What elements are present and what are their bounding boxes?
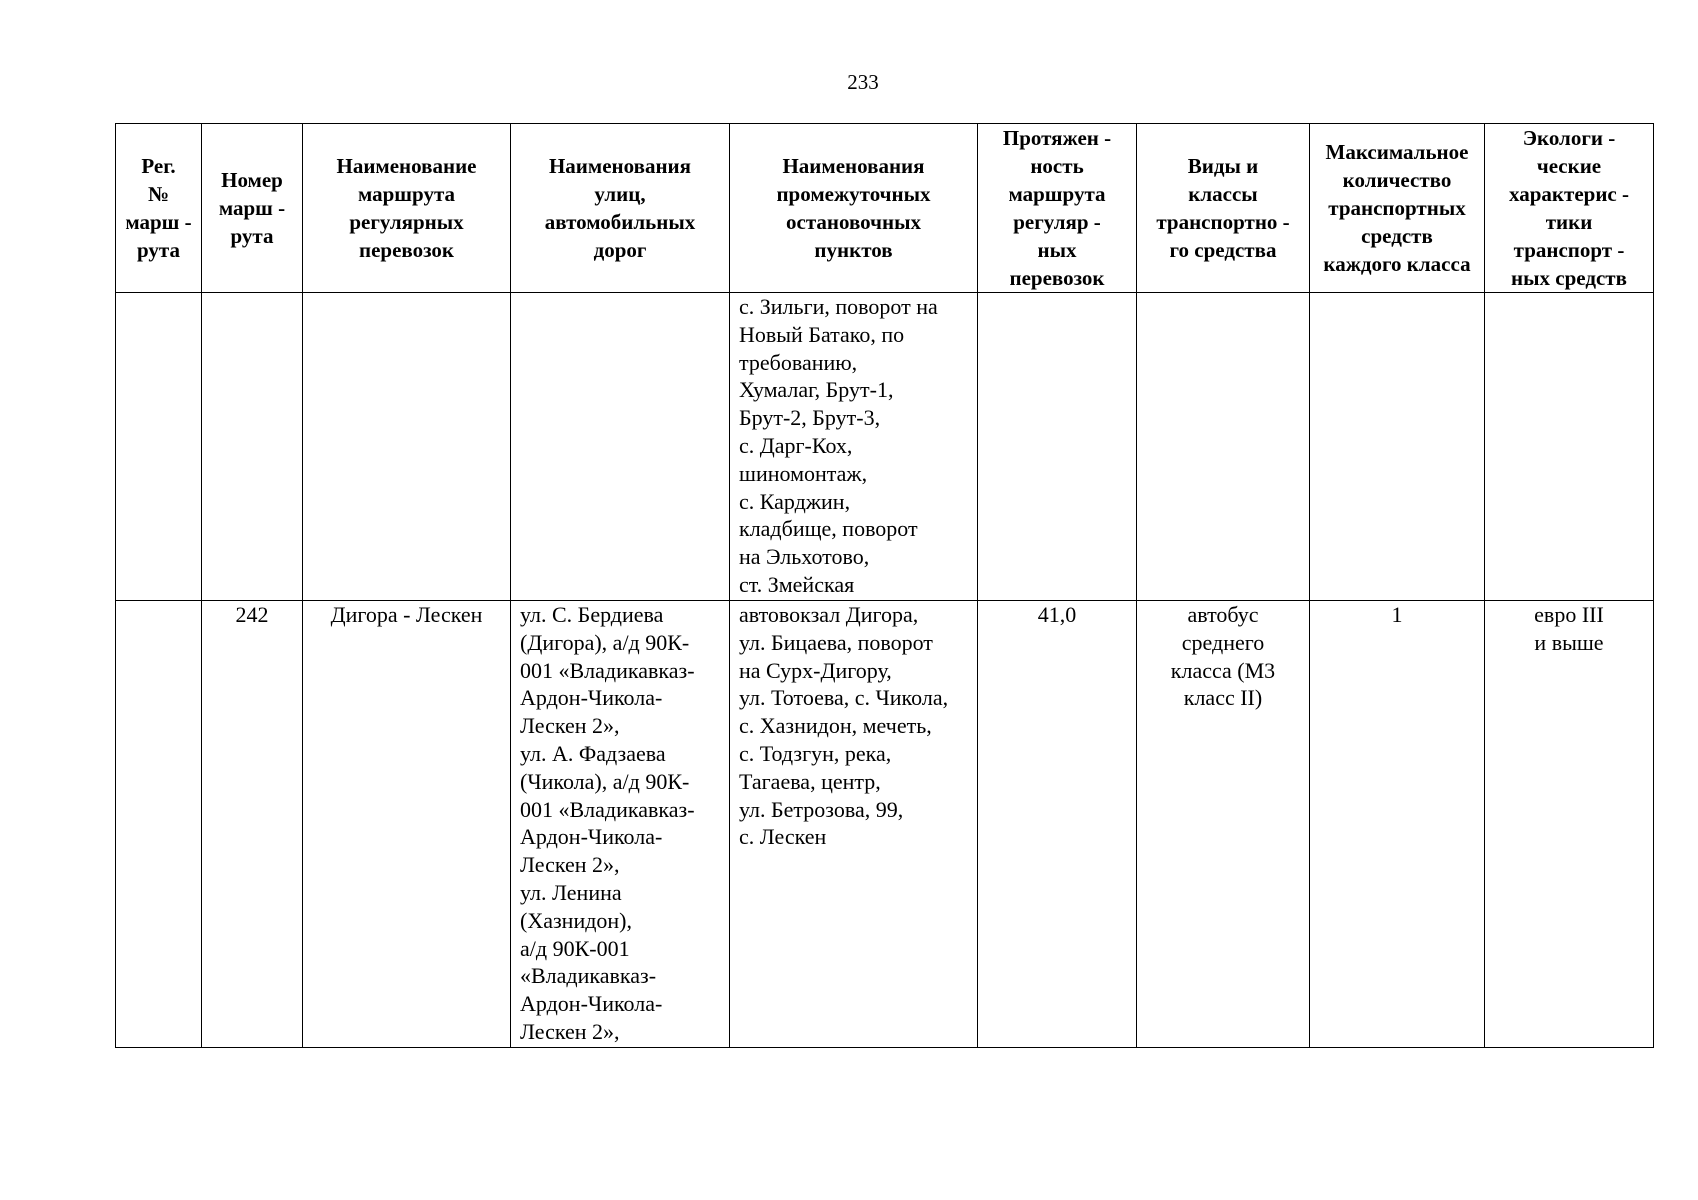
cell-max-vehicles xyxy=(1310,293,1485,601)
header-route-length: Протяжен - ность маршрута регуляр - ных перевозок xyxy=(978,124,1137,293)
cell-reg-number xyxy=(116,601,202,1048)
cell-vehicle-class xyxy=(1137,293,1310,601)
cell-reg-number xyxy=(116,293,202,601)
cell-stops: автовокзал Дигора, ул. Бицаева, поворот на Сурх-Дигору, ул. Тотоева, с. Чикола, с. Хазнидон, мечеть, с. Тодзгун, река, Тагаева, центр, ул. Бетрозова, 99, с. Лескен xyxy=(730,601,978,1048)
cell-route-number: 242 xyxy=(202,601,303,1048)
cell-route-number xyxy=(202,293,303,601)
table-header-row xyxy=(116,124,1654,293)
table-row xyxy=(116,601,1654,1048)
cell-vehicle-class: автобус среднего класса (М3 класс II) xyxy=(1137,601,1310,1048)
cell-eco-characteristics: евро III и выше xyxy=(1485,601,1654,1048)
cell-max-vehicles: 1 xyxy=(1310,601,1485,1048)
header-eco-characteristics: Экологи - ческие характерис - тики транспорт - ных средств xyxy=(1485,124,1654,293)
cell-stops: с. Зильги, поворот на Новый Батако, по требованию, Хумалаг, Брут-1, Брут-2, Брут-3, с. Дарг-Кох, шиномонтаж, с. Карджин, кладбище, поворот на Эльхотово, ст. Змейская xyxy=(730,293,978,601)
cell-route-length: 41,0 xyxy=(978,601,1137,1048)
cell-route-length xyxy=(978,293,1137,601)
cell-eco-characteristics xyxy=(1485,293,1654,601)
page-number: 233 xyxy=(847,70,879,94)
cell-streets: ул. С. Бердиева (Дигора), а/д 90К- 001 «Владикавказ- Ардон-Чикола- Лескен 2», ул. А. Фадзаева (Чикола), а/д 90К- 001 «Владикавказ- Ардон-Чикола- Лескен 2», ул. Ленина (Хазнидон), а/д 90К-001 «Владикавказ- Ардон-Чикола- Лескен 2», xyxy=(511,601,730,1048)
cell-route-name xyxy=(303,293,511,601)
cell-streets xyxy=(511,293,730,601)
header-max-vehicles: Максимальное количество транспортных средств каждого класса xyxy=(1310,124,1485,293)
header-route-number: Номер марш - рута xyxy=(202,124,303,293)
header-reg-number: Рег. № марш - рута xyxy=(116,124,202,293)
routes-table xyxy=(115,123,1654,1048)
header-vehicle-class: Виды и классы транспортно - го средства xyxy=(1137,124,1310,293)
header-stops: Наименования промежуточных остановочных пунктов xyxy=(730,124,978,293)
header-streets: Наименования улиц, автомобильных дорог xyxy=(511,124,730,293)
table-row xyxy=(116,293,1654,601)
header-route-name: Наименование маршрута регулярных перевозок xyxy=(303,124,511,293)
cell-route-name: Дигора - Лескен xyxy=(303,601,511,1048)
